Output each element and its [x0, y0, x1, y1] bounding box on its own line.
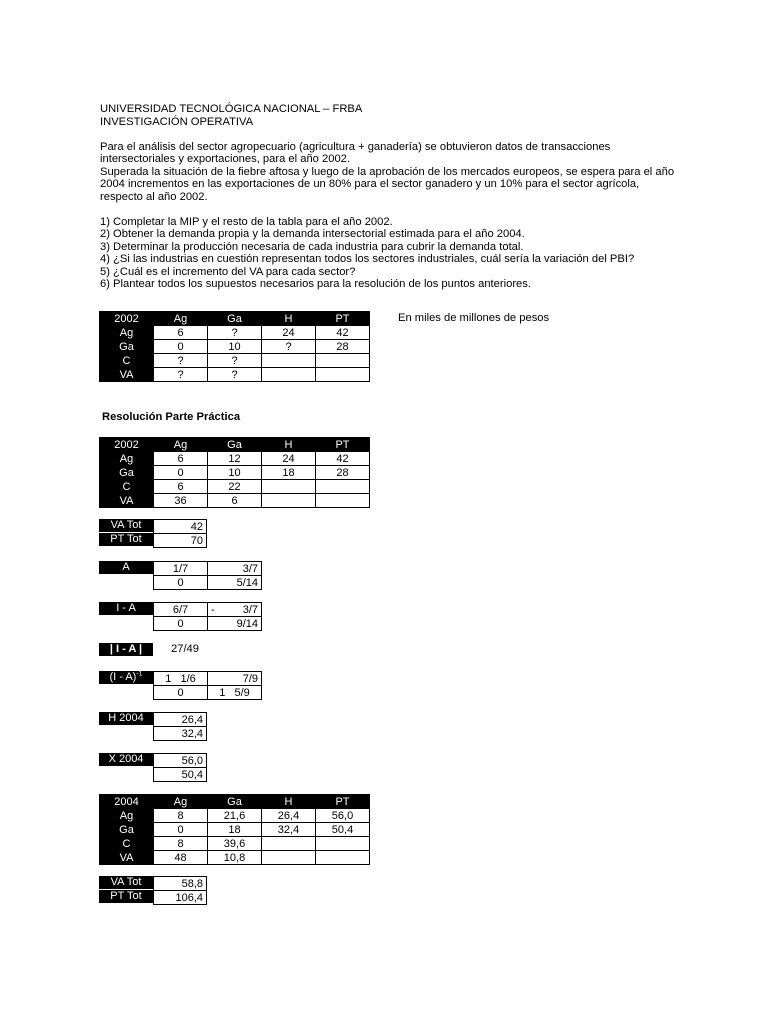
matrix-cell: 3/7 [208, 562, 262, 576]
intro-paragraph [100, 141, 674, 203]
question-item: 6) Plantear todos los supuestos necesarios para la resolución de los puntos anteriores. [100, 278, 531, 291]
table-cell: 12 [208, 452, 262, 466]
table-row [100, 837, 370, 851]
university-title: UNIVERSIDAD TECNOLÓGICA NACIONAL – FRBA [100, 103, 363, 115]
va-total-2004-value: 58,8 [154, 877, 207, 891]
table-cell [262, 494, 316, 508]
row-label: Ag [100, 326, 154, 340]
table-cell: 18 [208, 823, 262, 837]
determinant-value: 27/49 [171, 643, 199, 655]
table-row [100, 452, 370, 466]
table-row [100, 480, 370, 494]
header-cell: 2002 [100, 312, 154, 326]
header-cell: 2004 [100, 795, 154, 809]
header-cell: Ga [208, 795, 262, 809]
header-cell: PT [316, 438, 370, 452]
table-cell: 21,6 [208, 809, 262, 823]
minus-sign: - [211, 603, 215, 616]
table-cell [316, 354, 370, 368]
vector-cell: 32,4 [154, 727, 207, 741]
table-row [100, 466, 370, 480]
x-2004-label: X 2004 [99, 753, 153, 766]
table-cell: 24 [262, 326, 316, 340]
row-label: VA [100, 368, 154, 382]
vector-cell: 26,4 [154, 713, 207, 727]
table-cell: 6 [154, 452, 208, 466]
table-cell: 42 [316, 326, 370, 340]
table-cell: 0 [154, 466, 208, 480]
mip-table-2004 [99, 794, 370, 865]
row-label: Ag [100, 452, 154, 466]
matrix-a [153, 561, 262, 590]
h-2004-label: H 2004 [99, 712, 153, 725]
table-cell [262, 837, 316, 851]
matrix-cell: 1/7 [154, 562, 208, 576]
table-cell: 50,4 [316, 823, 370, 837]
row-label: C [100, 480, 154, 494]
intro-line: respecto al año 2002. [100, 190, 208, 203]
inverse-exponent: -1 [136, 670, 143, 678]
determinant-label: | I - A | [99, 643, 153, 656]
table-cell: 8 [154, 837, 208, 851]
table-row [100, 326, 370, 340]
matrix-cell: 6/7 [154, 603, 208, 617]
x-2004-vector [153, 753, 207, 782]
table-cell: 8 [154, 809, 208, 823]
intro-line: intersectoriales y exportaciones, para el año 2002. [100, 153, 351, 166]
row-label: Ga [100, 340, 154, 354]
header-cell: Ag [154, 438, 208, 452]
h-2004-vector [153, 712, 207, 741]
totals-2002-values [153, 519, 207, 548]
row-label: C [100, 354, 154, 368]
table-cell: 0 [154, 340, 208, 354]
table-cell: 6 [154, 480, 208, 494]
mip-table-2002-problem [99, 311, 370, 382]
header-cell: Ag [154, 312, 208, 326]
matrix-cell: 7/9 [208, 672, 262, 686]
header-cell: PT [316, 312, 370, 326]
question-item: 5) ¿Cuál es el incremento del VA para cada sector? [100, 265, 356, 278]
matrix-cell: 0 [154, 617, 208, 631]
header-cell: Ga [208, 438, 262, 452]
table-cell: 6 [154, 326, 208, 340]
table-cell: ? [154, 368, 208, 382]
questions-list [100, 216, 634, 290]
matrix-cell: 5/14 [208, 576, 262, 590]
question-item: 3) Determinar la producción necesaria de cada industria para cubrir la demanda total. [100, 240, 524, 253]
units-note: En miles de millones de pesos [398, 312, 550, 324]
table-header-row [100, 438, 370, 452]
table-cell: 32,4 [262, 823, 316, 837]
row-label: VA [100, 851, 154, 865]
table-cell: 18 [262, 466, 316, 480]
table-row [100, 809, 370, 823]
table-cell: 36 [154, 494, 208, 508]
table-cell [262, 851, 316, 865]
table-cell: 28 [316, 466, 370, 480]
table-row [100, 368, 370, 382]
mip-table-2002-solved [99, 437, 370, 508]
table-cell [262, 354, 316, 368]
course-title: INVESTIGACIÓN OPERATIVA [100, 116, 254, 128]
va-total-2004-label: VA Tot [99, 876, 153, 889]
inverse-label [99, 671, 153, 684]
row-label: Ga [100, 823, 154, 837]
table-row [100, 851, 370, 865]
table-cell: 22 [208, 480, 262, 494]
intro-line: Superada la situación de la fiebre aftosa y luego de la aprobación de los mercados europeos, se espera para el año [100, 165, 675, 178]
table-cell: 56,0 [316, 809, 370, 823]
matrix-cell: 1 1/6 [154, 672, 208, 686]
table-row [100, 354, 370, 368]
pt-total-2004-value: 106,4 [154, 891, 207, 905]
table-cell: ? [208, 368, 262, 382]
table-cell: 26,4 [262, 809, 316, 823]
table-cell [316, 368, 370, 382]
table-row [100, 823, 370, 837]
matrix-cell: 0 [154, 576, 208, 590]
matrix-cell: 0 [154, 686, 208, 700]
header-cell: PT [316, 795, 370, 809]
row-label: Ag [100, 809, 154, 823]
resolution-title: Resolución Parte Práctica [102, 411, 241, 423]
table-cell: ? [208, 326, 262, 340]
header-cell: Ag [154, 795, 208, 809]
matrix-i-minus-a-label: I - A [99, 602, 153, 615]
table-cell: 42 [316, 452, 370, 466]
vector-cell: 56,0 [154, 754, 207, 768]
matrix-cell: 9/14 [208, 617, 262, 631]
header-cell: H [262, 312, 316, 326]
totals-2004-values [153, 876, 207, 905]
table-cell: 28 [316, 340, 370, 354]
header-cell: Ga [208, 312, 262, 326]
header-cell: 2002 [100, 438, 154, 452]
header-cell: H [262, 795, 316, 809]
matrix-i-minus-a [153, 602, 262, 631]
row-label: C [100, 837, 154, 851]
table-cell: 10 [208, 466, 262, 480]
pt-total-value: 70 [154, 534, 207, 548]
table-cell [316, 851, 370, 865]
table-cell [316, 494, 370, 508]
table-row [100, 494, 370, 508]
table-cell [316, 480, 370, 494]
table-cell [262, 368, 316, 382]
pt-total-2004-label: PT Tot [99, 890, 153, 903]
table-cell [316, 837, 370, 851]
row-label: Ga [100, 466, 154, 480]
intro-line: Para el análisis del sector agropecuario (agricultura + ganadería) se obtuvieron datos de transacciones [100, 141, 611, 153]
matrix-cell: 1 5/9 [208, 686, 262, 700]
table-cell: 39,6 [208, 837, 262, 851]
va-total-value: 42 [154, 520, 207, 534]
table-cell: ? [262, 340, 316, 354]
table-row [100, 340, 370, 354]
table-cell: 48 [154, 851, 208, 865]
question-item: 4) ¿Si las industrias en cuestión representan todos los sectores industriales, cuál sería la variación del PBI? [100, 253, 635, 266]
matrix-inverse [153, 671, 262, 700]
question-item: 1) Completar la MIP y el resto de la tabla para el año 2002. [100, 216, 393, 228]
table-cell: ? [154, 354, 208, 368]
row-label: VA [100, 494, 154, 508]
vector-cell: 50,4 [154, 768, 207, 782]
matrix-a-label: A [99, 561, 153, 574]
table-header-row [100, 795, 370, 809]
question-item: 2) Obtener la demanda propia y la demanda intersectorial estimada para el año 2004. [100, 228, 525, 241]
table-cell: 6 [208, 494, 262, 508]
table-cell: 0 [154, 823, 208, 837]
matrix-cell-value: 3/7 [242, 603, 258, 616]
table-cell: 10,8 [208, 851, 262, 865]
va-total-label: VA Tot [99, 519, 153, 532]
inverse-label-text: (I - A) [109, 671, 137, 683]
matrix-cell [208, 603, 262, 617]
intro-line: 2004 incrementos en las exportaciones de un 80% para el sector ganadero y un 10% para el sector agrícola, [100, 178, 640, 191]
table-cell: ? [208, 354, 262, 368]
pt-total-label: PT Tot [99, 533, 153, 546]
table-cell [262, 480, 316, 494]
table-header-row [100, 312, 370, 326]
table-cell: 10 [208, 340, 262, 354]
table-cell: 24 [262, 452, 316, 466]
header-cell: H [262, 438, 316, 452]
